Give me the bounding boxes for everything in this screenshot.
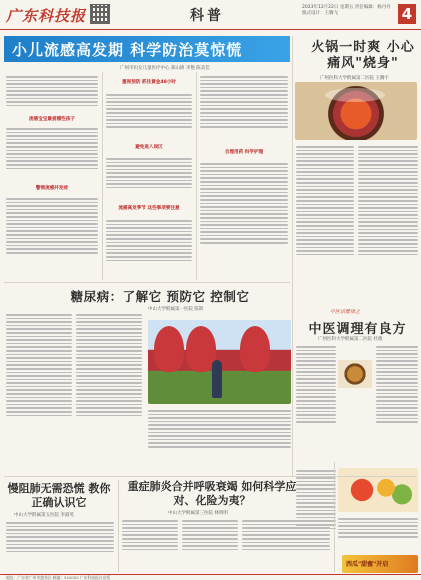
tcm-byline: 广州医科大学附属第二医院 杜薇 (318, 337, 383, 342)
article-body (338, 516, 418, 552)
article-body (182, 518, 238, 570)
article-body (76, 312, 142, 472)
column-divider (118, 480, 119, 572)
section-divider (4, 282, 290, 283)
diabetes-byline: 中山大学附属第一医院 陈斯 (148, 307, 204, 312)
tcm-kicker: 中医话健康之 (330, 309, 361, 315)
tree-shape (154, 326, 184, 372)
article-subhead: 流感宝宝最爱哪些孩子 (29, 117, 75, 122)
column-divider (196, 72, 197, 280)
article-subhead: 重视预防 抓住黄金48小时 (122, 80, 176, 85)
article-body (242, 518, 330, 570)
masthead (0, 0, 421, 30)
copd-byline: 中山大学附属第五医院 李淑英 (14, 513, 74, 518)
article-body (148, 408, 291, 472)
ad-text: 西瓜"甜蜜"开启 (346, 561, 389, 568)
hotpot-headline: 火锅一时爽 小心痛风"烧身" (311, 40, 415, 71)
article-body (106, 156, 192, 204)
article-body (6, 74, 98, 116)
copd-headline: 慢阻肺无需恐慌 教你正确认识它 (7, 482, 111, 509)
article-body (200, 74, 288, 148)
article-body (6, 196, 98, 276)
person-figure (212, 360, 222, 398)
article-subhead: 警惕流感并发症 (35, 186, 69, 191)
tea-photo (338, 360, 372, 388)
article-body (200, 161, 288, 277)
banner-headline: 小儿流感高发期 科学防治莫惊慌 (12, 41, 243, 59)
article-subhead: 合理用药 科学护理 (224, 150, 264, 155)
column-divider (102, 72, 103, 280)
article-body (6, 520, 114, 570)
tree-shape (240, 326, 270, 372)
footer: 地址：广东省广州市越秀区 邮编：510000 广东科技报社出版 (0, 574, 421, 580)
column-divider (292, 36, 293, 476)
article-body (296, 344, 336, 464)
section-divider (4, 476, 416, 477)
fruit-photo (338, 468, 418, 512)
flu-byline: 广州市妇女儿童医疗中心 郑山锦 李艳 陈美佳 (120, 66, 210, 71)
advertisement[interactable] (342, 555, 418, 573)
article-subhead: 流感高发季节 这些事项要注意 (118, 206, 180, 211)
article-body (106, 92, 192, 142)
article-body (6, 126, 98, 184)
diabetes-headline: 糖尿病：了解它 预防它 控制它 (70, 289, 250, 304)
pneumonia-headline: 重症肺炎合并呼吸衰竭 如何科学应对、化险为夷？ (127, 480, 297, 507)
qr-code-icon (90, 4, 110, 24)
article-body (358, 144, 418, 304)
publication-info: 2023年12月22日 星期五 责任编辑：杨丹丹 版式设计：王腾飞 (302, 5, 391, 16)
article-subhead: 避免进入误区 (135, 145, 163, 150)
article-body (376, 344, 418, 464)
page-number: 4 (398, 4, 416, 24)
tcm-headline: 中医调理有良方 (308, 322, 407, 337)
autumn-tree-photo (148, 320, 291, 404)
newspaper-title: 广东科技报 (6, 7, 87, 25)
article-body (106, 218, 192, 278)
pneumonia-byline: 中山大学附属第三医院 林明明 (168, 511, 228, 516)
hotpot-photo (295, 82, 417, 140)
headline-banner (4, 36, 290, 62)
article-body (6, 312, 72, 472)
hotpot-byline: 广州医科大学附属第二医院 王腾宇 (320, 76, 389, 81)
article-body (296, 144, 354, 304)
section-title: 科普 (190, 8, 224, 24)
article-body (122, 518, 178, 570)
column-divider (334, 462, 335, 572)
